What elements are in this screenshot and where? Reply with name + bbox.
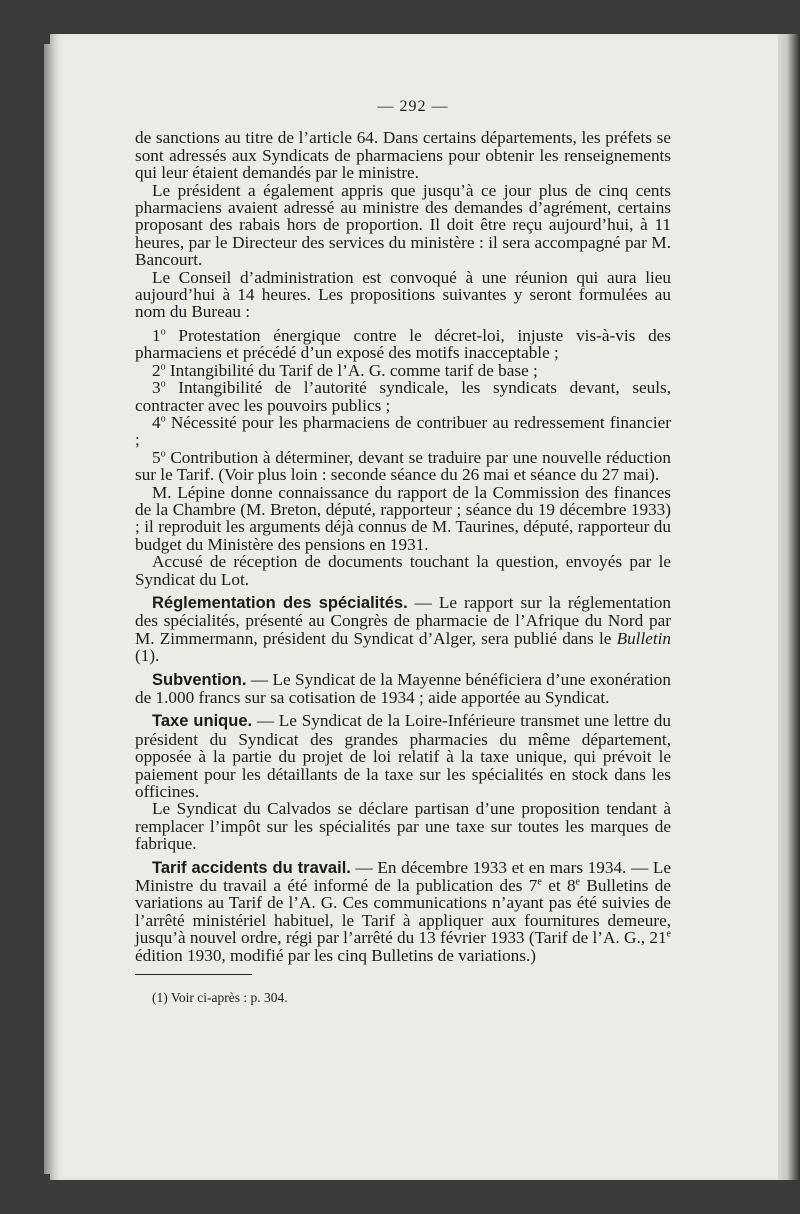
paragraph-conseil: Le Conseil d’administration est convoqué à une réunion qui aura lieu aujourd’hui à 14 heures. Les propositions suivantes y seront formulées au nom du Bureau :: [135, 267, 671, 322]
paragraph-accuse: Accusé de réception de documents touchant la question, envoyés par le Syndicat du Lot.: [135, 552, 671, 589]
footnote: (1) Voir ci-après : p. 304.: [152, 990, 288, 1006]
section-reglementation: Réglementation des spécialités. — Le rapport sur la réglementation des spécialités, présenté au Congrès de pharmacie de l’Afrique du Nord par M. Zimmermann, président du Syndicat d’Alger, sera publié dans le Bulletin (1).: [135, 592, 671, 666]
list-item-4: 4$^o$ Nécessité pour les pharmaciens de contribuer au redressement financier ;: [135, 412, 671, 450]
section-taxe-unique: Taxe unique. — Le Syndicat de la Loire-Inférieure transmet une lettre du président du Syndicat des grandes pharmacies du même département, opposée à la partie du projet de loi relatif à la taxe unique, qui prévoit le paiement pour les détaillants de la taxe sur les spécialités en stock dans les officines.: [135, 711, 671, 802]
heading-taxe-unique: Taxe unique.: [152, 712, 253, 731]
heading-subvention: Subvention.: [152, 670, 247, 689]
footnote-rule: [135, 974, 252, 975]
document-body: [135, 98, 671, 1007]
page-number: — 292 —: [377, 98, 449, 115]
heading-reglementation: Réglementation des spécialités.: [152, 593, 408, 612]
list-item-5: 5$^o$ Contribution à déterminer, devant se traduire par une nouvelle réduction sur le Tarif. (Voir plus loin : seconde séance du 26 mai et séance du 27 mai).: [135, 447, 671, 485]
page-edge: [778, 34, 800, 1180]
section-subvention: Subvention. — Le Syndicat de la Mayenne bénéficiera d’une exonération de 1.000 francs sur sa cotisation de 1934 ; aide apportée au Syndicat.: [135, 669, 671, 707]
heading-tarif-accidents: Tarif accidents du travail.: [152, 858, 351, 877]
paragraph-calvados: Le Syndicat du Calvados se déclare partisan d’une proposition tendant à remplacer l’impôt sur les spécialités par une taxe sur toutes les marques de fabrique.: [135, 799, 671, 854]
paragraph-continued: de sanctions au titre de l’article 64. Dans certains départements, les préfets se sont adressés aux Syndicats de pharmaciens pour obtenir les renseignements qui leur étaient demandés par le ministre.: [135, 128, 671, 183]
section-tarif-accidents: Tarif accidents du travail. — En décembre 1933 et en mars 1934. — Le Ministre du travail a été informé de la publication des 7e et 8e Bulletins de variations au Tarif de l’A. G. Ces communications n’ayant pas été suivies de l’arrêté ministériel habituel, le Tarif à appliquer aux fournitures demeure, jusqu’à nouvel ordre, régi par l’arrêté du 13 février 1933 (Tarif de l’A. G., 21e édition 1930, modifié par les cinq Bulletins de variations.): [135, 857, 671, 965]
paragraph-lepine: M. Lépine donne connaissance du rapport de la Commission des finances de la Chambre (M. Breton, député, rapporteur ; séance du 19 décembre 1933) ; il reproduit les arguments déjà connus de M. Taurines, député, rapporteur du budget du Ministère des pensions en 1931.: [135, 482, 671, 554]
list-item-2: 2$^o$ Intangibilité du Tarif de l’A. G. comme tarif de base ;: [152, 360, 538, 380]
list-item-1: 1$^o$ Protestation énergique contre le décret-loi, injuste vis-à-vis des pharmaciens et précédé d’un exposé des motifs inacceptable ;: [135, 325, 671, 363]
paragraph-president: Le président a également appris que jusqu’à ce jour plus de cinq cents pharmaciens avaient adressé au ministre des demandes d’agrément, certains proposant des rabais hors de proportion. Il doit être reçu aujourd’hui, à 11 heures, par le Directeur des services du ministère : il sera accompagné par M. Bancourt.: [135, 180, 671, 270]
list-item-3: 3$^o$ Intangibilité de l’autorité syndicale, les syndicats devant, seuls, contracter avec les pouvoirs publics ;: [135, 378, 671, 415]
